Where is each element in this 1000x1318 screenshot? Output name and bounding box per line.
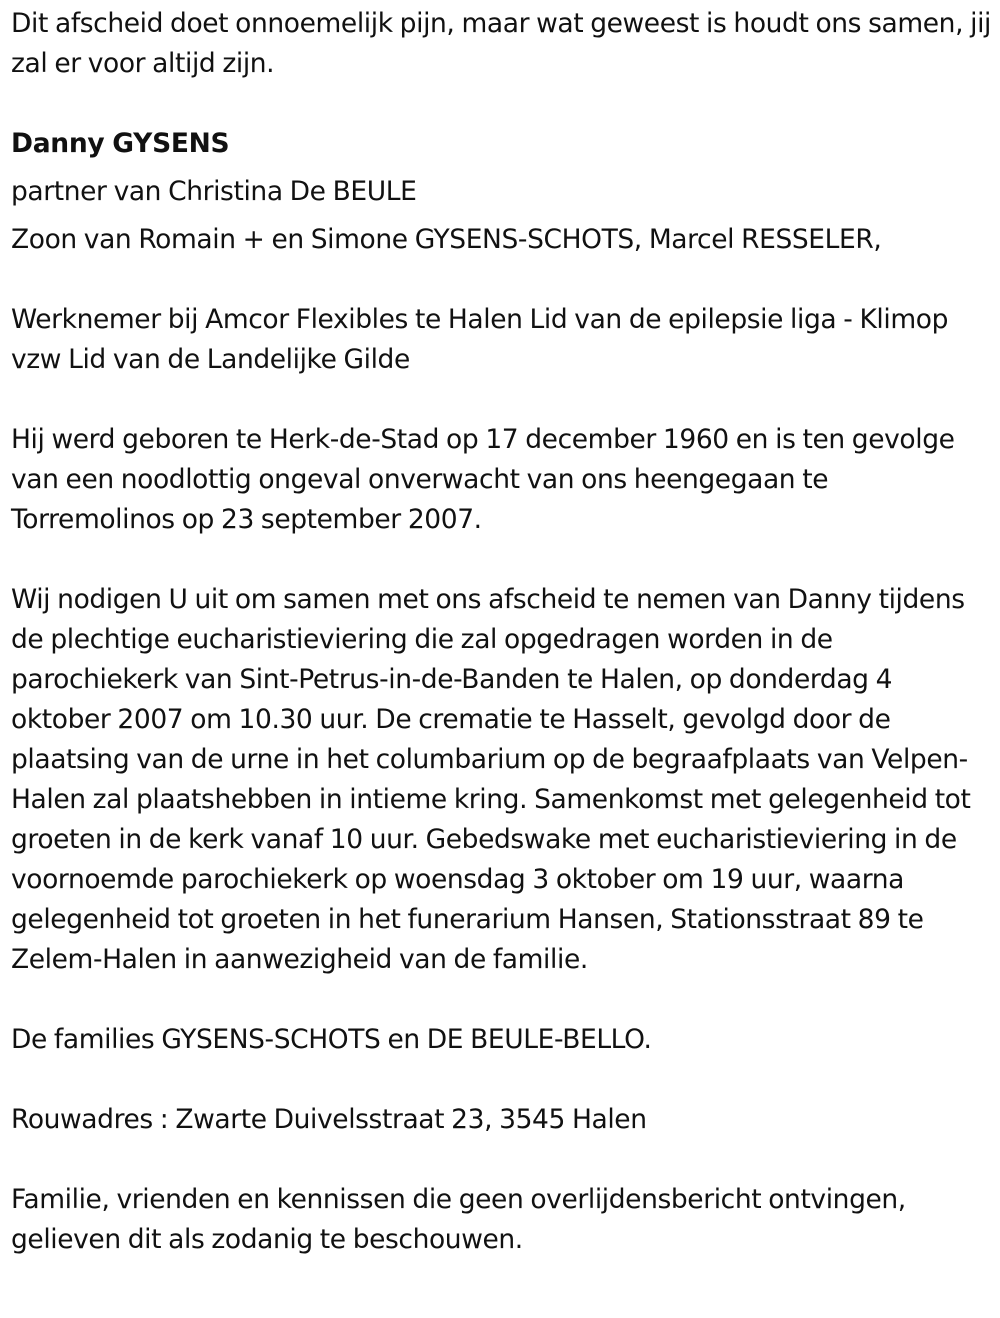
families-line: De families GYSENS-SCHOTS en DE BEULE-BELLO. — [11, 1024, 652, 1055]
parents-line: Zoon van Romain + en Simone GYSENS-SCHOTS, Marcel RESSELER, — [11, 224, 882, 255]
work-line: Werknemer bij Amcor Flexibles te Halen Lid van de epilepsie liga - Klimop vzw Lid van de Landelijke Gilde — [11, 304, 948, 375]
address-line: Rouwadres : Zwarte Duivelsstraat 23, 3545 Halen — [11, 1104, 647, 1135]
deceased-name: Danny GYSENS — [11, 128, 230, 159]
intro-text: Dit afscheid doet onnoemelijk pijn, maar wat geweest is houdt ons samen, jij zal er voor altijd zijn. — [11, 8, 991, 79]
birth-death-paragraph: Hij werd geboren te Herk-de-Stad op 17 december 1960 en is ten gevolge van een noodlottig ongeval onverwacht van ons heengegaan te Torremolinos op 23 september 2007. — [11, 424, 955, 535]
partner-line: partner van Christina De BEULE — [11, 176, 417, 207]
obituary-document — [11, 4, 996, 1260]
closing-paragraph: Familie, vrienden en kennissen die geen overlijdensbericht ontvingen, gelieven dit als zodanig te beschouwen. — [11, 1184, 906, 1255]
ceremony-paragraph: Wij nodigen U uit om samen met ons afscheid te nemen van Danny tijdens de plechtige eucharistieviering die zal opgedragen worden in de parochiekerk van Sint-Petrus-in-de-Banden te Halen, op donderdag 4 oktober 2007 om 10.30 uur. De crematie te Hasselt, gevolgd door de plaatsing van de urne in het columbarium op de begraafplaats van Velpen-Halen zal plaatshebben in intieme kring. Samenkomst met gelegenheid tot groeten in de kerk vanaf 10 uur. Gebedswake met eucharistieviering in de voornoemde parochiekerk op woensdag 3 oktober om 19 uur, waarna gelegenheid tot groeten in het funerarium Hansen, Stationsstraat 89 te Zelem-Halen in aanwezigheid van de familie. — [11, 584, 971, 975]
